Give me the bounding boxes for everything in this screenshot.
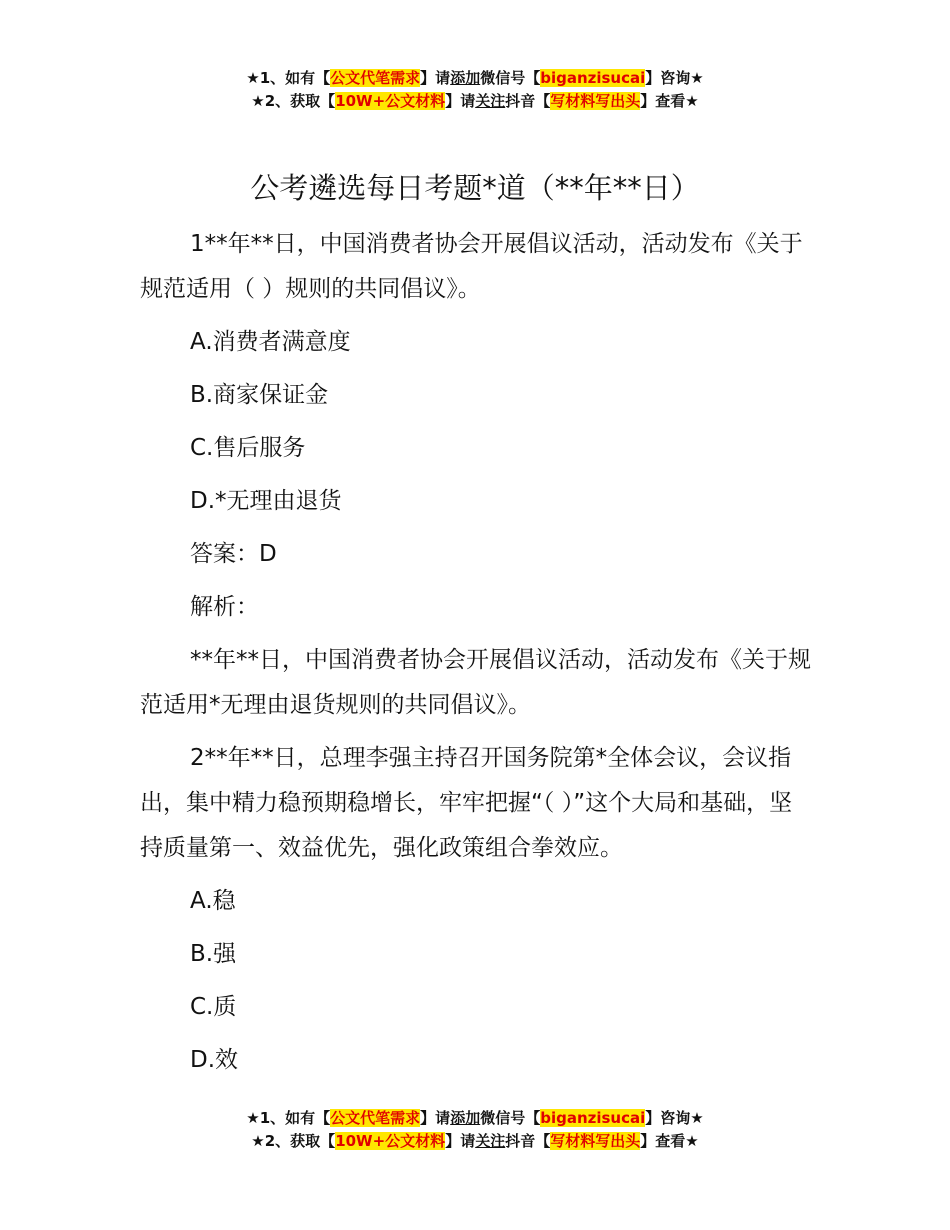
banner-text: 】请 [420,69,451,87]
underlined-text: 关注 [475,92,506,110]
banner-line-2 [0,1130,950,1153]
highlight-text: 10W+公文材料 [335,92,446,110]
douyin-account: 写材料写出头 [550,92,641,110]
wechat-id: biganzisucai [540,69,646,87]
analysis-text: **年**日，中国消费者协会开展倡议活动，活动发布《关于规范适用*无理由退货规则的共同倡议》。 [140,647,811,718]
highlight-text: 10W+公文材料 [335,1132,446,1150]
wechat-id: biganzisucai [540,1109,646,1127]
option-a: A.稳 [190,888,236,914]
highlight-text: 公文代笔需求 [330,1109,421,1127]
highlight-text: 公文代笔需求 [330,69,421,87]
banner-text: 抖音【 [505,92,551,110]
banner-text: 】请 [420,1109,451,1127]
banner-text: ★1、如有【 [246,69,331,87]
option-d: D.效 [190,1047,239,1073]
banner-text: 微信号【 [480,69,541,87]
banner-text: 抖音【 [505,1132,551,1150]
banner-line-1 [0,1107,950,1130]
banner-text: 】咨询★ [645,69,704,87]
analysis-label: 解析： [190,594,259,620]
question-2-stem: 2**年**日，总理李强主持召开国务院第*全体会议，会议指出，集中精力稳预期稳增长，牢牢把握“（ ）”这个大局和基础，坚持质量第一、效益优先，强化政策组合拳效应。 [140,745,793,861]
option-c: C.质 [190,994,237,1020]
option-d: D.*无理由退货 [190,488,342,514]
banner-text: ★2、获取【 [251,1132,336,1150]
banner-text: 】咨询★ [645,1109,704,1127]
document-body [140,222,815,1091]
banner-text: ★1、如有【 [246,1109,331,1127]
option-c: C.售后服务 [190,435,306,461]
banner-text: ★2、获取【 [251,92,336,110]
footer-banner [0,1107,950,1153]
underlined-text: 关注 [475,1132,506,1150]
option-a: A.消费者满意度 [190,329,351,355]
underlined-text: 添加 [450,1109,481,1127]
banner-text: 微信号【 [480,1109,541,1127]
banner-line-1 [0,67,950,90]
banner-text: 】查看★ [640,1132,699,1150]
option-b: B.强 [190,941,237,967]
banner-text: 】查看★ [640,92,699,110]
answer: 答案：D [190,541,277,567]
banner-text: 】请 [445,92,476,110]
document-title: 公考遴选每日考题*道（**年**日） [250,171,700,205]
option-b: B.商家保证金 [190,382,329,408]
banner-line-2 [0,90,950,113]
douyin-account: 写材料写出头 [550,1132,641,1150]
question-1-stem: 1**年**日，中国消费者协会开展倡议活动，活动发布《关于规范适用（ ）规则的共同倡议》。 [140,231,803,302]
underlined-text: 添加 [450,69,481,87]
header-banner [0,67,950,113]
banner-text: 】请 [445,1132,476,1150]
